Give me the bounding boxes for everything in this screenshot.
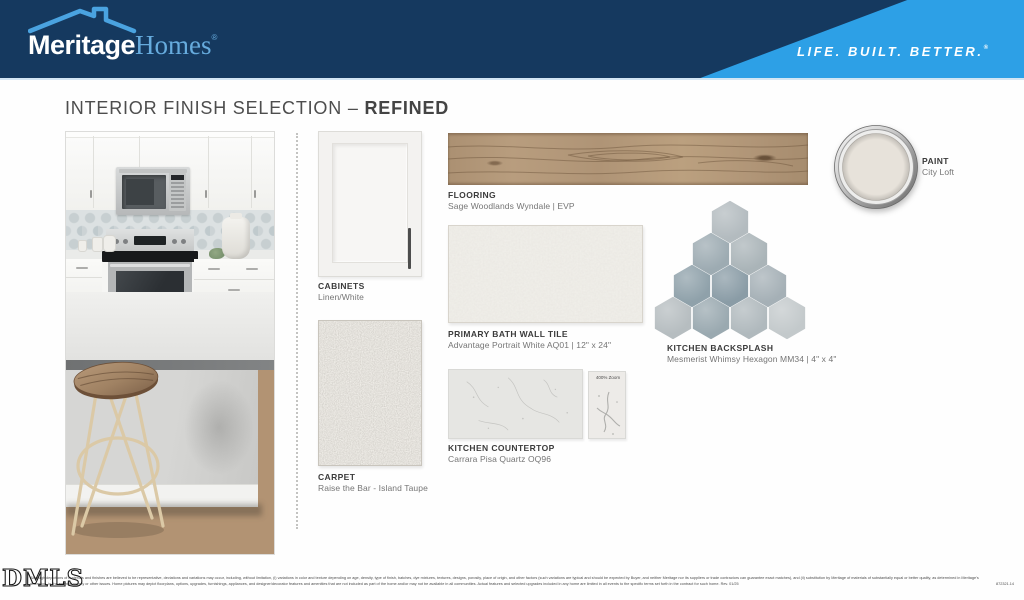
flooring-name: FLOORING	[448, 190, 497, 200]
legal-disclaimer	[30, 575, 1014, 587]
paint-label	[922, 156, 954, 178]
carpet-label	[318, 472, 428, 494]
brand-tagline	[797, 44, 988, 59]
countertop-zoom-inset	[588, 371, 626, 439]
cabinet-pull-handle	[408, 228, 411, 269]
carpet-detail: Raise the Bar - Island Taupe	[318, 483, 428, 494]
island-countertop	[66, 292, 275, 360]
doc-number: 872321.14	[996, 581, 1014, 587]
disclaimer-line-1: Although depictions of materials and finishes are believed to be representative, deviations and variations may occur, including, without limitation, (i) variations in color and texture depending on age, density, type of finish, batches, dye mixtures, textures, designs, porosity, place of origin, and other factors (such variations are typical and should be expected by Buyer, and neither Meritage nor its suppliers or trade contractors can guarantee exact matches), and (ii) substitution by Meritage of materials of substantially equal or better quality, as determined in Meritage's	[30, 575, 979, 580]
cabinet-seam	[93, 136, 94, 208]
page-title-dash: –	[347, 98, 359, 118]
paint-name: PAINT	[922, 156, 949, 166]
flooring-label	[448, 190, 575, 212]
countertop-detail: Carrara Pisa Quartz OQ96	[448, 454, 552, 465]
range-display	[134, 236, 166, 245]
cabinet-handle	[205, 190, 207, 198]
page-title-emphasis: REFINED	[364, 98, 450, 118]
dotted-divider	[296, 133, 298, 529]
carpet-swatch	[318, 320, 422, 466]
cabinet-door-panel	[332, 143, 408, 263]
microwave-control-panel	[169, 173, 186, 211]
range-knob	[123, 239, 128, 244]
microwave-display	[171, 175, 184, 180]
dmls-watermark: DMLS	[2, 565, 85, 592]
oven-handle	[110, 264, 190, 267]
paint-can-swatch	[832, 124, 920, 212]
primary-bath-wall-tile-label	[448, 329, 611, 351]
cooktop	[102, 251, 198, 262]
microwave-keypad	[171, 182, 184, 208]
logo-word-meritage: Meritage	[28, 30, 136, 60]
kitchen-backsplash-swatch	[654, 200, 806, 340]
tagline-text: LIFE. BUILT. BETTER.	[797, 44, 984, 59]
paint-detail: City Loft	[922, 167, 955, 178]
cabinet-handle	[254, 190, 256, 198]
kitchen-backsplash-label	[667, 343, 836, 365]
page-title	[65, 98, 449, 119]
cabinets-name: CABINETS	[318, 281, 365, 291]
zoom-badge: 400% Zoom	[595, 375, 621, 380]
kitchen-countertop-label	[448, 443, 555, 465]
island-shadow	[184, 380, 254, 475]
drawer-handle	[228, 289, 240, 291]
cabinet-handle	[90, 190, 92, 198]
tagline-registered-mark-icon: ®	[983, 45, 988, 51]
bath-tile-detail: Advantage Portrait White AQ01 | 12" x 24"	[448, 340, 612, 351]
backsplash-detail: Mesmerist Whimsy Hexagon MM34 | 4" x 4"	[667, 354, 837, 365]
countertop-name: KITCHEN COUNTERTOP	[448, 443, 555, 453]
flooring-swatch	[448, 133, 808, 185]
registered-mark-icon: ®	[211, 33, 218, 42]
range-control-panel	[106, 229, 194, 253]
page-title-main: INTERIOR FINISH SELECTION	[65, 98, 343, 118]
range-knob	[181, 239, 186, 244]
header-bar	[0, 0, 1024, 80]
range-knob	[172, 239, 177, 244]
zoom-vein-detail	[589, 372, 626, 439]
drawer-handle	[246, 268, 258, 270]
cabinet-seam	[251, 136, 252, 208]
cabinets-label	[318, 281, 365, 303]
logo-word-homes: Homes	[135, 30, 212, 60]
meritage-homes-logo	[28, 6, 258, 70]
disclaimer-line-2	[30, 581, 1014, 587]
microwave-window	[126, 179, 154, 205]
kitchen-photo	[65, 131, 275, 555]
drawer-handle	[208, 268, 220, 270]
cabinets-swatch	[318, 131, 422, 277]
counter-cup	[92, 237, 103, 252]
microwave-door	[122, 175, 166, 209]
counter-jar	[78, 240, 87, 252]
wood-grain-texture	[448, 133, 808, 185]
cabinet-seam	[208, 136, 209, 208]
kitchen-countertop-swatch	[448, 369, 583, 439]
drawer-handle	[76, 267, 88, 269]
cabinets-detail: Linen/White	[318, 292, 364, 303]
drawer-seam	[66, 277, 102, 278]
counter-pitcher	[103, 235, 116, 252]
barstool	[66, 354, 170, 544]
flooring-detail: Sage Woodlands Wyndale | EVP	[448, 201, 575, 212]
backsplash-name: KITCHEN BACKSPLASH	[667, 343, 774, 353]
logo-wordmark	[28, 30, 217, 61]
carpet-name: CARPET	[318, 472, 356, 482]
microwave	[116, 167, 190, 215]
disclaimer-line-2-text: discretion, in the event of supply or other issues. Home pictures may depict floorplans, options, upgrades, furnishings, appliances, and designer/decorator features and amenities that are not included as part of the home and/or may not be available in all communities. Actual features and selected upgrades included in any home are limited in all events to the specific terms set forth in the contract for such home. Rev. 01/25	[30, 581, 739, 587]
cabinet-crown	[66, 132, 275, 138]
jug-neck	[230, 213, 242, 219]
primary-bath-wall-tile-swatch	[448, 225, 643, 323]
drawer-seam	[194, 279, 275, 280]
ceramic-jug	[222, 217, 250, 259]
bath-tile-name: PRIMARY BATH WALL TILE	[448, 329, 568, 339]
